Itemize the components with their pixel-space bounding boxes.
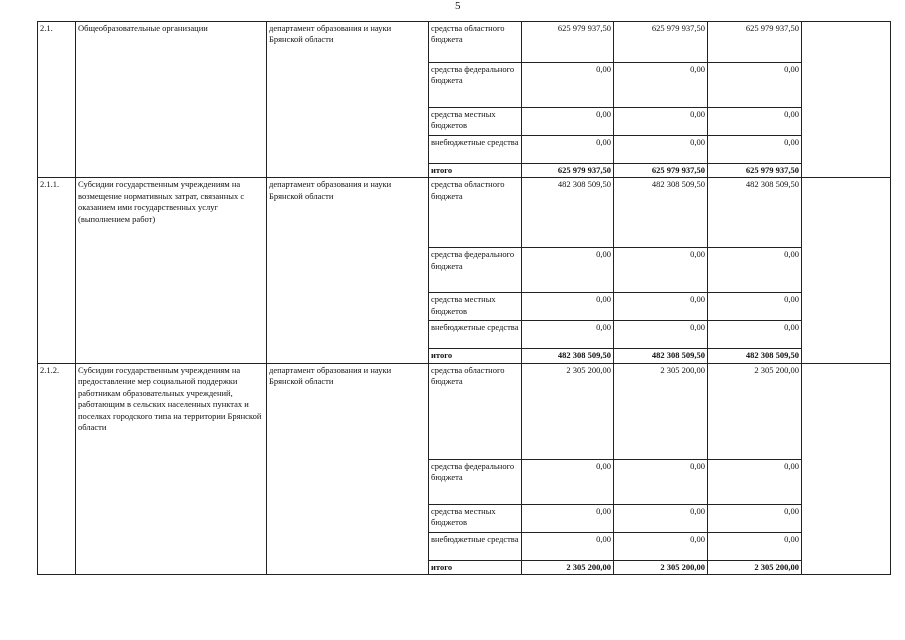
amount-year-3: 2 305 200,00 xyxy=(708,363,802,459)
amount-year-2: 625 979 937,50 xyxy=(614,164,708,178)
amount-year-3: 0,00 xyxy=(708,108,802,136)
item-executor: департамент образования и науки Брянской области xyxy=(267,22,429,178)
amount-year-2: 0,00 xyxy=(614,248,708,293)
amount-year-2: 0,00 xyxy=(614,108,708,136)
item-name: Субсидии государственным учреждениям на предоставление мер социальной поддержки работникам образовательных учреждений, работающим в сельских населенных пунктах и поселках городского типа на территории Брянской области xyxy=(76,363,267,574)
amount-year-3: 0,00 xyxy=(708,321,802,349)
amount-year-1: 2 305 200,00 xyxy=(522,560,614,574)
page-number: 5 xyxy=(455,0,461,12)
funding-source: средства областного бюджета xyxy=(429,22,522,63)
amount-year-2: 482 308 509,50 xyxy=(614,349,708,363)
amount-year-3: 625 979 937,50 xyxy=(708,164,802,178)
funding-source: средства местных бюджетов xyxy=(429,293,522,321)
amount-year-1: 0,00 xyxy=(522,504,614,532)
amount-year-3: 482 308 509,50 xyxy=(708,178,802,248)
item-number: 2.1.1. xyxy=(38,178,76,363)
amount-year-1: 0,00 xyxy=(522,136,614,164)
amount-year-1: 0,00 xyxy=(522,108,614,136)
table-row xyxy=(38,22,891,63)
empty-cell xyxy=(802,363,891,574)
amount-year-1: 0,00 xyxy=(522,63,614,108)
amount-year-2: 0,00 xyxy=(614,504,708,532)
amount-year-2: 625 979 937,50 xyxy=(614,22,708,63)
funding-source: внебюджетные средства xyxy=(429,136,522,164)
funding-source: средства областного бюджета xyxy=(429,178,522,248)
amount-year-2: 2 305 200,00 xyxy=(614,560,708,574)
amount-year-3: 0,00 xyxy=(708,532,802,560)
amount-year-3: 0,00 xyxy=(708,136,802,164)
amount-year-1: 0,00 xyxy=(522,248,614,293)
funding-source: внебюджетные средства xyxy=(429,532,522,560)
amount-year-1: 625 979 937,50 xyxy=(522,22,614,63)
item-number: 2.1. xyxy=(38,22,76,178)
amount-year-3: 0,00 xyxy=(708,248,802,293)
amount-year-3: 0,00 xyxy=(708,504,802,532)
funding-source: средства местных бюджетов xyxy=(429,108,522,136)
amount-year-3: 625 979 937,50 xyxy=(708,22,802,63)
amount-year-1: 0,00 xyxy=(522,293,614,321)
amount-year-3: 0,00 xyxy=(708,293,802,321)
amount-year-2: 2 305 200,00 xyxy=(614,363,708,459)
item-number: 2.1.2. xyxy=(38,363,76,574)
funding-source: средства местных бюджетов xyxy=(429,504,522,532)
budget-table xyxy=(37,21,891,575)
amount-year-3: 2 305 200,00 xyxy=(708,560,802,574)
funding-source: итого xyxy=(429,349,522,363)
funding-source: итого xyxy=(429,560,522,574)
amount-year-1: 0,00 xyxy=(522,459,614,504)
funding-source: средства федерального бюджета xyxy=(429,459,522,504)
amount-year-3: 482 308 509,50 xyxy=(708,349,802,363)
amount-year-2: 0,00 xyxy=(614,321,708,349)
empty-cell xyxy=(802,178,891,363)
item-executor: департамент образования и науки Брянской области xyxy=(267,363,429,574)
table-row xyxy=(38,363,891,459)
amount-year-2: 0,00 xyxy=(614,459,708,504)
funding-source: средства федерального бюджета xyxy=(429,63,522,108)
empty-cell xyxy=(802,22,891,178)
item-name: Субсидии государственным учреждениям на возмещение нормативных затрат, связанных с оказанием ими государственных услуг (выполнением работ) xyxy=(76,178,267,363)
funding-source: средства областного бюджета xyxy=(429,363,522,459)
amount-year-1: 482 308 509,50 xyxy=(522,178,614,248)
funding-source: внебюджетные средства xyxy=(429,321,522,349)
amount-year-1: 482 308 509,50 xyxy=(522,349,614,363)
funding-source: итого xyxy=(429,164,522,178)
funding-source: средства федерального бюджета xyxy=(429,248,522,293)
amount-year-1: 2 305 200,00 xyxy=(522,363,614,459)
amount-year-1: 625 979 937,50 xyxy=(522,164,614,178)
amount-year-2: 0,00 xyxy=(614,293,708,321)
amount-year-3: 0,00 xyxy=(708,63,802,108)
amount-year-3: 0,00 xyxy=(708,459,802,504)
amount-year-2: 0,00 xyxy=(614,532,708,560)
item-name: Общеобразовательные организации xyxy=(76,22,267,178)
amount-year-2: 0,00 xyxy=(614,63,708,108)
table-row xyxy=(38,178,891,248)
amount-year-1: 0,00 xyxy=(522,321,614,349)
amount-year-2: 482 308 509,50 xyxy=(614,178,708,248)
item-executor: департамент образования и науки Брянской области xyxy=(267,178,429,363)
amount-year-2: 0,00 xyxy=(614,136,708,164)
amount-year-1: 0,00 xyxy=(522,532,614,560)
